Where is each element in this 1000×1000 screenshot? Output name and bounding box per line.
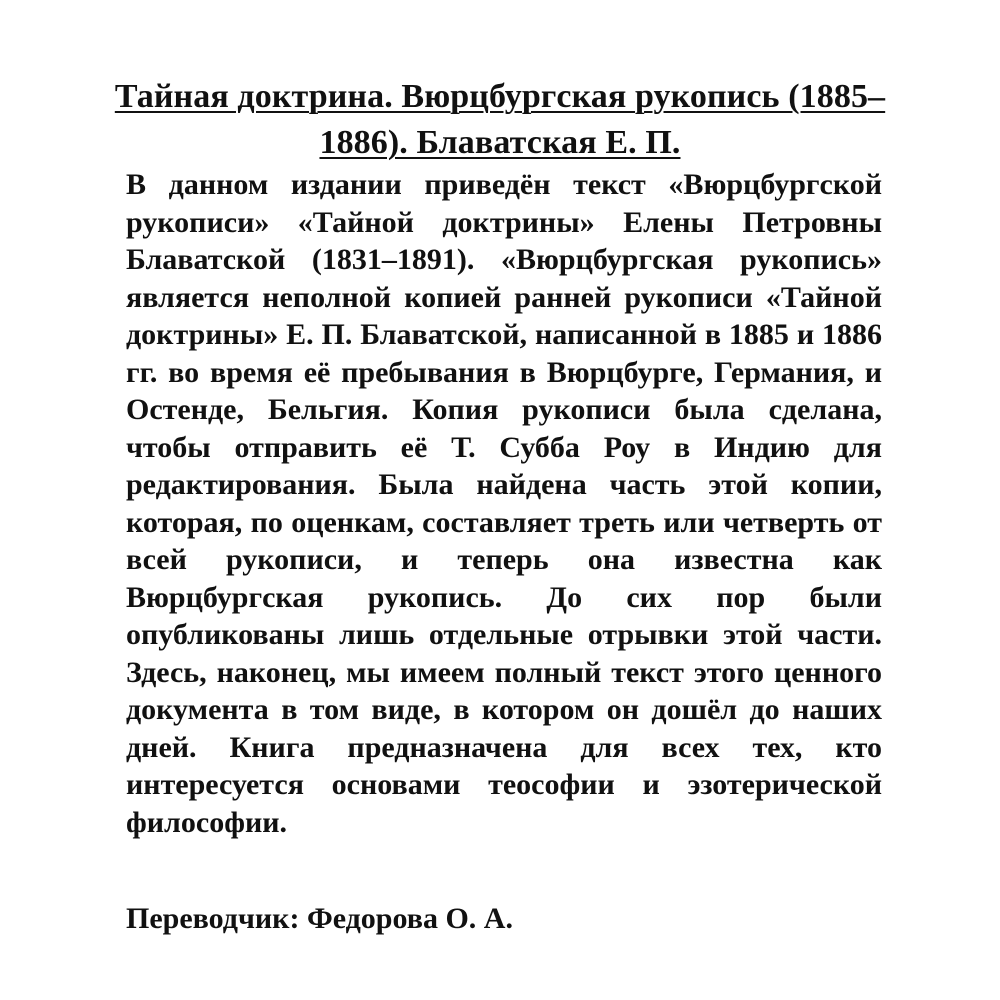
translator-credit: Переводчик: Федорова О. А.	[126, 902, 513, 935]
book-title: Тайная доктрина. Вюрцбургская рукопись (1885–1886). Блаватская Е. П.	[114, 78, 886, 161]
book-description: В данном издании приведён текст «Вюрцбургской рукописи» «Тайной доктрины» Елены Петровны Блаватской (1831–1891). «Вюрцбургская рукопись» является неполной копией ранней рукописи «Тайной доктрины» Е. П. Блаватской, написанной в 1885 и 1886 гг. во время её пребывания в Вюрцбурге, Германия, и Остенде, Бельгия. Копия рукописи была сделана, чтобы отправить её Т. Субба Роу в Индию для редактирования. Была найдена часть этой копии, которая, по оценкам, составляет треть или четверть от всей рукописи, и теперь она известна как Вюрцбургская рукопись. До сих пор были опубликованы лишь отдельные отрывки этой части. Здесь, наконец, мы имеем полный текст этого ценного документа в том виде, в котором он дошёл до наших дней. Книга предназначена для всех тех, кто интересуется основами теософии и эзотерической философии.	[126, 168, 882, 839]
